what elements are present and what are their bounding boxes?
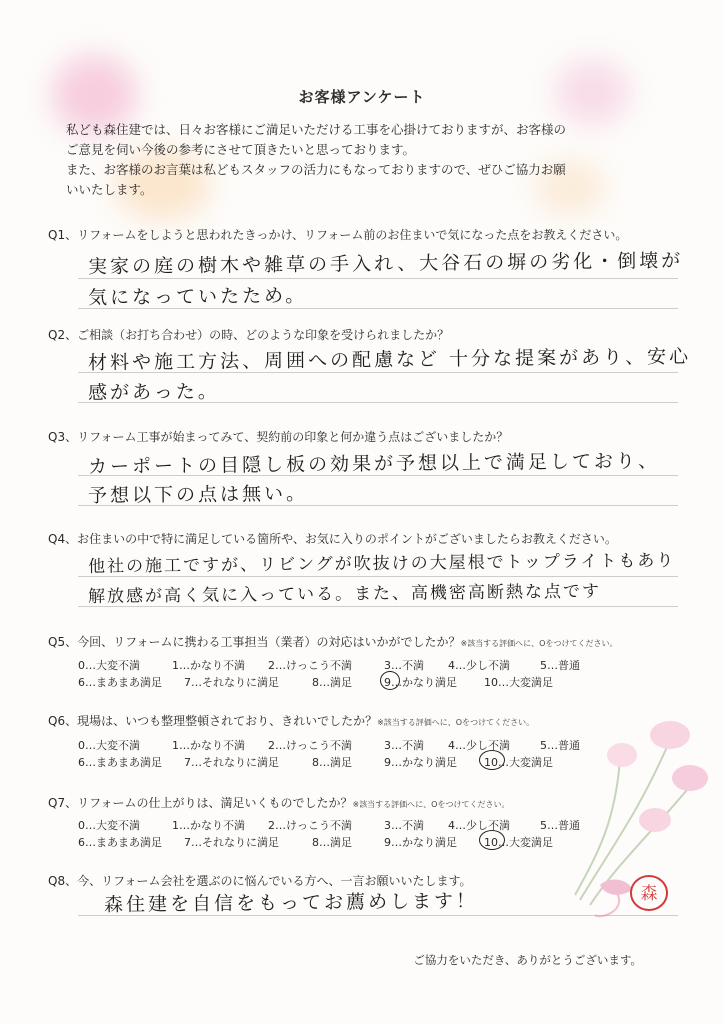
q6-option-2[interactable]: 2…けっこう不満	[268, 739, 352, 752]
q5-option-1[interactable]: 1…かなり不満	[172, 659, 245, 672]
q4-answer-line-1: 他社の施工ですが、リビングが吹抜けの大屋根でトップライトもあり	[87, 550, 676, 577]
q7-option-5[interactable]: 5…普通	[540, 819, 580, 832]
rating-note: ※該当する評価へに、Oをつけてください。	[377, 718, 535, 727]
question-4: Q4、お住まいの中で特に満足している箇所や、お気に入りのポイントがございましたらお教えください。	[48, 532, 617, 546]
intro-line-2: ご意見を伺い今後の参考にさせて頂きたいと思っております。	[66, 142, 416, 157]
q6-option-10[interactable]: 10…大変満足	[484, 756, 553, 769]
q5-option-5[interactable]: 5…普通	[540, 659, 580, 672]
q5-option-3[interactable]: 3…不満	[384, 659, 424, 672]
question-1: Q1、リフォームをしようと思われたきっかけ、リフォーム前のお住まいで気になった点をお教えください。	[48, 228, 628, 242]
question-6-text: Q6、現場は、いつも整理整頓されており、きれいでしたか？	[48, 714, 378, 728]
q6-option-8[interactable]: 8…満足	[312, 756, 352, 769]
rating-note: ※該当する評価へに、Oをつけてください。	[352, 800, 510, 809]
q6-option-1[interactable]: 1…かなり不満	[172, 739, 245, 752]
q7-option-7[interactable]: 7…それなりに満足	[184, 836, 279, 849]
q6-option-6[interactable]: 6…まあまあ満足	[78, 756, 162, 769]
q5-option-9[interactable]: 9…かなり満足	[384, 676, 457, 689]
q1-answer-line-2: 気になっていたため。	[87, 284, 308, 309]
question-8: Q8、今、リフォーム会社を選ぶのに悩んでいる方へ、一言お願いいたします。	[48, 874, 472, 888]
q7-option-2[interactable]: 2…けっこう不満	[268, 819, 352, 832]
question-7-text: Q7、リフォームの仕上がりは、満足いくものでしたか？	[48, 796, 353, 810]
q7-option-0[interactable]: 0…大変不満	[78, 819, 140, 832]
q3-answer-line-1: カーポートの目隠し板の効果が予想以上で満足しており、	[87, 450, 661, 478]
q7-option-3[interactable]: 3…不満	[384, 819, 424, 832]
q5-option-8[interactable]: 8…満足	[312, 676, 352, 689]
q1-answer-line-1: 実家の庭の樹木や雑草の手入れ、大谷石の塀の劣化・倒壊が	[87, 249, 684, 278]
question-7	[48, 794, 509, 811]
q6-option-3[interactable]: 3…不満	[384, 739, 424, 752]
q3-answer-line-2: 予想以下の点は無い。	[87, 482, 309, 507]
q6-selection-circle	[479, 750, 505, 770]
q6-option-7[interactable]: 7…それなりに満足	[184, 756, 279, 769]
q7-option-9[interactable]: 9…かなり満足	[384, 836, 457, 849]
question-5	[48, 633, 617, 650]
question-3: Q3、リフォーム工事が始まってみて、契約前の印象と何か違う点はございましたか？	[48, 430, 509, 444]
q7-option-6[interactable]: 6…まあまあ満足	[78, 836, 162, 849]
q5-option-6[interactable]: 6…まあまあ満足	[78, 676, 162, 689]
q5-option-2[interactable]: 2…けっこう不満	[268, 659, 352, 672]
q7-option-4[interactable]: 4…少し不満	[448, 819, 510, 832]
intro-line-1: 私ども森住建では、日々お客様にご満足いただける工事を心掛けておりますが、お客様の	[66, 122, 567, 137]
signature-stamp	[628, 872, 670, 914]
q5-option-10[interactable]: 10…大変満足	[484, 676, 553, 689]
question-6	[48, 712, 534, 729]
q7-option-10[interactable]: 10…大変満足	[484, 836, 553, 849]
q7-option-1[interactable]: 1…かなり不満	[172, 819, 245, 832]
question-5-text: Q5、今回、リフォームに携わる工事担当（業者）の対応はいかがでしたか？	[48, 635, 461, 649]
q6-option-0[interactable]: 0…大変不満	[78, 739, 140, 752]
intro-line-3: また、お客様のお言葉は私どもスタッフの活力にもなっておりますので、ぜひご協力お願	[66, 162, 566, 177]
q5-option-4[interactable]: 4…少し不満	[448, 659, 510, 672]
q2-answer-line-2: 感があった。	[87, 380, 220, 404]
q6-option-9[interactable]: 9…かなり満足	[384, 756, 457, 769]
rating-note: ※該当する評価へに、Oをつけてください。	[460, 639, 618, 648]
q5-selection-circle	[380, 671, 400, 690]
q7-option-8[interactable]: 8…満足	[312, 836, 352, 849]
intro-line-4: いいたします。	[66, 182, 153, 197]
page-title: お客様アンケート	[298, 88, 426, 106]
q2-answer-line-1: 材料や施工方法、周囲への配慮など 十分な提案があり、安心	[87, 345, 692, 374]
q5-option-0[interactable]: 0…大変不満	[78, 659, 140, 672]
question-2: Q2、ご相談（お打ち合わせ）の時、どのような印象を受けられましたか？	[48, 328, 450, 342]
thanks-footer: ご協力をいただき、ありがとうございます。	[413, 953, 642, 967]
q7-selection-circle	[479, 830, 505, 850]
q6-option-4[interactable]: 4…少し不満	[448, 739, 510, 752]
q8-answer: 森住建を自信をもってお薦めします！	[103, 890, 479, 916]
stamp-text: 森	[640, 884, 658, 904]
q4-answer-line-2: 解放感が高く気に入っている。また、高機密高断熱な点です	[87, 581, 602, 607]
q5-option-7[interactable]: 7…それなりに満足	[184, 676, 279, 689]
q6-option-5[interactable]: 5…普通	[540, 739, 580, 752]
